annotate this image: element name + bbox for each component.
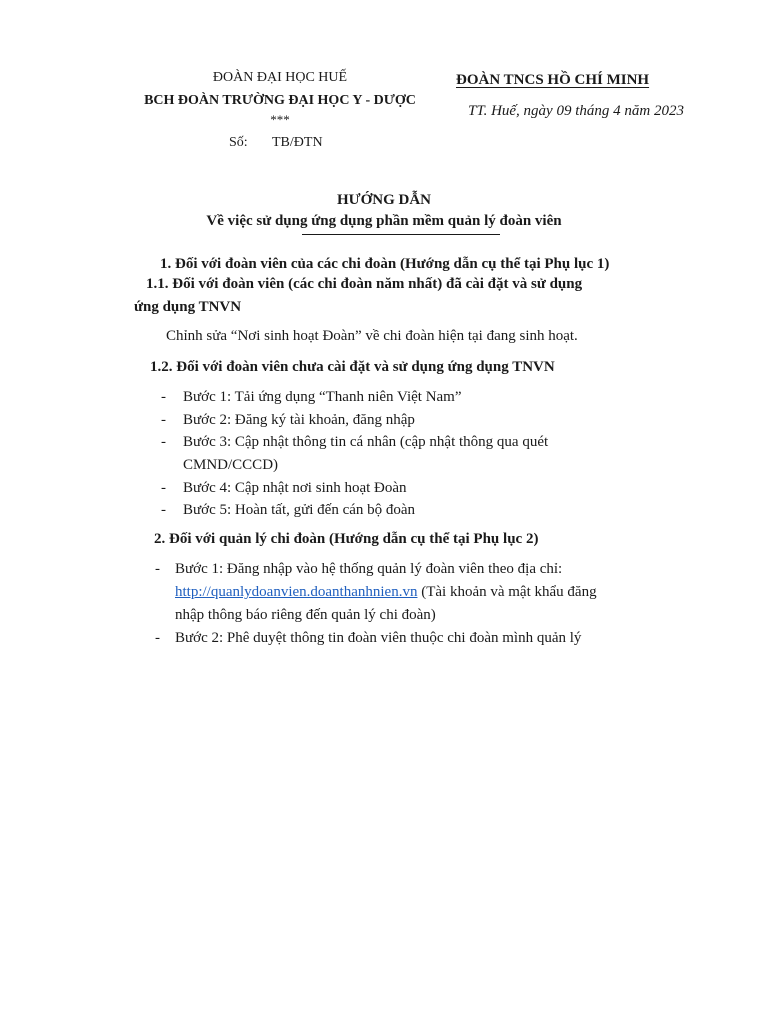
list-bullet: -: [161, 480, 166, 496]
header-sub-org: BCH ĐOÀN TRƯỜNG ĐẠI HỌC Y - DƯỢC: [144, 93, 416, 108]
subtitle-underline: [302, 234, 500, 235]
list-bullet: -: [155, 561, 160, 577]
address-link[interactable]: http://quanlydoanvien.doanthanhnien.vn: [175, 584, 418, 600]
list-bullet: -: [161, 502, 166, 518]
document-subtitle: Về việc sử dụng ứng dụng phần mềm quản lý đoàn viên: [206, 213, 562, 229]
list-bullet: -: [161, 434, 166, 450]
document-number-label: Số:: [229, 135, 248, 150]
list-item: Bước 3: Cập nhật thông tin cá nhân (cập nhật thông qua quét: [183, 434, 549, 450]
header-stars: ***: [270, 112, 290, 127]
list-item: Bước 1: Đăng nhập vào hệ thống quản lý đoàn viên theo địa chỉ:: [175, 561, 563, 577]
list-item-continuation: CMND/CCCD): [183, 457, 279, 473]
section-2-heading: 2. Đối với quản lý chi đoàn (Hướng dẫn cụ thể tại Phụ lục 2): [154, 531, 539, 547]
list-bullet: -: [161, 412, 166, 428]
header-org: ĐOÀN ĐẠI HỌC HUẾ: [212, 70, 348, 85]
list-item: Bước 2: Đăng ký tài khoản, đăng nhập: [183, 412, 415, 428]
list-item: Bước 2: Phê duyệt thông tin đoàn viên thuộc chi đoàn mình quản lý: [175, 630, 582, 646]
document-title: HƯỚNG DẪN: [336, 192, 432, 208]
list-item: Bước 1: Tải ứng dụng “Thanh niên Việt Nam”: [183, 389, 462, 405]
document-number: TB/ĐTN: [272, 135, 323, 150]
header-right-title: ĐOÀN TNCS HỒ CHÍ MINH: [456, 72, 650, 88]
list-item: Bước 5: Hoàn tất, gửi đến cán bộ đoàn: [183, 502, 416, 518]
document-date: TT. Huế, ngày 09 tháng 4 năm 2023: [468, 103, 684, 119]
list-item-continuation: nhập thông báo riêng đến quản lý chi đoàn): [175, 607, 436, 623]
list-bullet: -: [161, 389, 166, 405]
section-1-2-heading: 1.2. Đối với đoàn viên chưa cài đặt và sử dụng ứng dụng TNVN: [150, 359, 555, 375]
list-item: Bước 4: Cập nhật nơi sinh hoạt Đoàn: [183, 480, 407, 496]
link-suffix-text: (Tài khoản và mật khẩu đăng: [417, 584, 597, 600]
list-item-continuation: [175, 584, 597, 601]
section-1-1-text: Chỉnh sửa “Nơi sinh hoạt Đoàn” về chi đoàn hiện tại đang sinh hoạt.: [166, 328, 578, 344]
section-1-heading: 1. Đối với đoàn viên của các chi đoàn (Hướng dẫn cụ thể tại Phụ lục 1): [160, 256, 610, 272]
section-1-1-heading-line1: 1.1. Đối với đoàn viên (các chi đoàn năm nhất) đã cài đặt và sử dụng: [146, 276, 583, 292]
section-1-1-heading-line2: ứng dụng TNVN: [134, 299, 242, 315]
list-bullet: -: [155, 630, 160, 646]
